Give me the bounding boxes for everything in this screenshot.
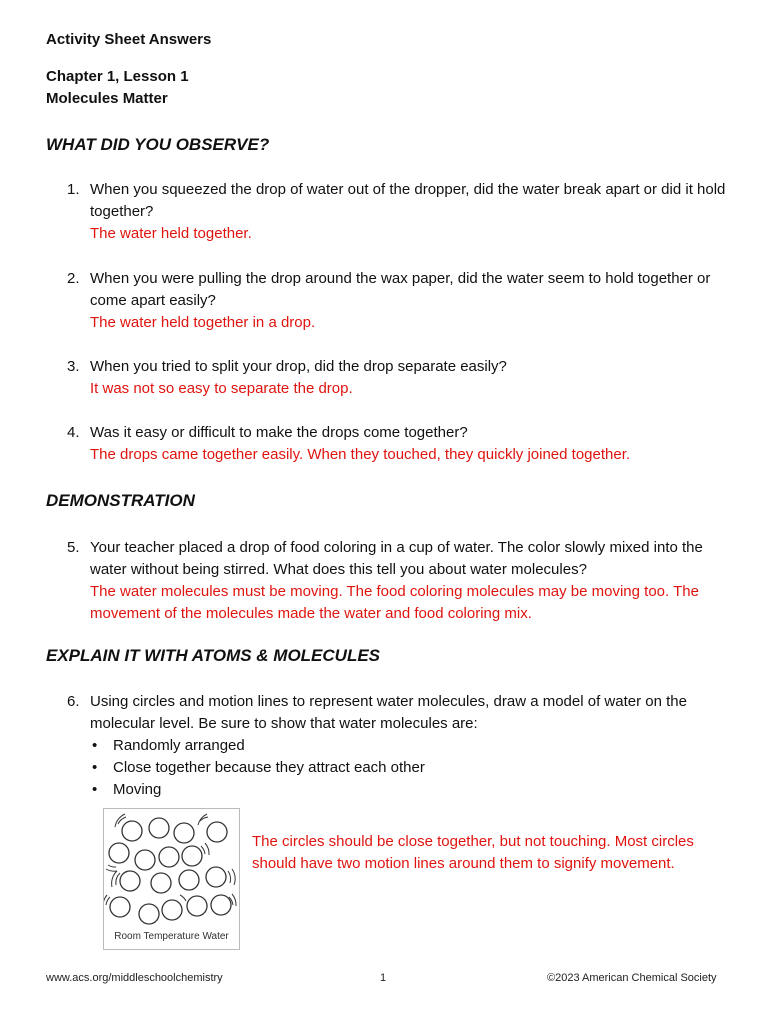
water-molecule	[162, 900, 182, 920]
water-molecule	[174, 823, 194, 843]
water-molecule	[149, 818, 169, 838]
water-molecule	[151, 873, 171, 893]
water-molecule	[122, 821, 142, 841]
motion-line	[106, 869, 117, 871]
bullet-icon: •	[92, 737, 98, 754]
question-text: When you were pulling the drop around the wax paper, did the water seem to hold together or come apart easily?	[90, 270, 711, 309]
water-molecule	[206, 867, 226, 887]
question-number: 3.	[67, 358, 80, 375]
bullet-icon: •	[92, 759, 98, 776]
answer-text: The water held together in a drop.	[90, 314, 316, 331]
question-text: When you tried to split your drop, did the drop separate easily?	[90, 358, 507, 375]
question-3	[67, 356, 737, 400]
question-number: 2.	[67, 270, 80, 287]
answer-text: It was not so easy to separate the drop.	[90, 380, 353, 397]
water-molecule	[179, 870, 199, 890]
section-heading-explain: EXPLAIN IT WITH ATOMS & MOLECULES	[46, 646, 381, 665]
figure-answer-note: The circles should be close together, but not touching. Most circles should have two motion lines around them to signify movement.	[252, 833, 694, 872]
water-molecule	[187, 896, 207, 916]
question-6	[67, 691, 737, 801]
question-4	[67, 422, 737, 466]
footer-copyright: ©2023 American Chemical Society	[547, 972, 717, 984]
bullet-item: • Close together because they attract each other	[90, 757, 737, 779]
water-molecule	[139, 904, 159, 924]
motion-line	[180, 895, 186, 901]
page-number: 1	[380, 972, 387, 984]
question-text: When you squeezed the drop of water out of the dropper, did the water break apart or did it hold together?	[90, 181, 726, 220]
answer-text: The water held together.	[90, 225, 252, 242]
bullet-item: • Randomly arranged	[90, 735, 737, 757]
question-text: Using circles and motion lines to represent water molecules, draw a model of water on the molecular level. Be sure to show that water molecules are:	[90, 693, 687, 732]
figure-caption: Room Temperature Water	[114, 931, 229, 942]
section-heading-demonstration: DEMONSTRATION	[46, 491, 195, 510]
motion-line	[205, 843, 209, 855]
answer-text: The drops came together easily. When they touched, they quickly joined together.	[90, 446, 631, 463]
question-text: Your teacher placed a drop of food coloring in a cup of water. The color slowly mixed into the water without being stirred. What does this tell you about water molecules?	[90, 539, 703, 578]
water-molecule	[135, 850, 155, 870]
chapter-heading: Chapter 1, Lesson 1	[46, 68, 189, 85]
motion-line	[104, 895, 107, 907]
water-molecule-model-figure	[103, 808, 240, 950]
question-text: Was it easy or difficult to make the drops come together?	[90, 424, 468, 441]
bullet-icon: •	[92, 781, 98, 798]
question-number: 4.	[67, 424, 80, 441]
question-number: 6.	[67, 693, 80, 710]
lesson-name: Molecules Matter	[46, 90, 168, 107]
footer-url: www.acs.org/middleschoolchemistry	[46, 972, 223, 984]
motion-line	[108, 865, 116, 867]
water-molecule	[182, 846, 202, 866]
water-molecule	[207, 822, 227, 842]
question-number: 1.	[67, 181, 80, 198]
motion-line	[228, 871, 231, 883]
question-5	[67, 537, 737, 625]
water-molecule	[110, 897, 130, 917]
water-molecule	[109, 843, 129, 863]
molecule-drawing	[104, 809, 239, 929]
question-1	[67, 179, 737, 245]
document-title: Activity Sheet Answers	[46, 31, 212, 48]
motion-line	[116, 873, 120, 885]
answer-text: The water molecules must be moving. The food coloring molecules may be moving too. The movement of the molecules made the water and food coloring mix.	[90, 583, 699, 622]
section-heading-observe: WHAT DID YOU OBSERVE?	[46, 135, 270, 154]
motion-line	[232, 869, 235, 885]
question-2	[67, 268, 737, 334]
water-molecule	[120, 871, 140, 891]
motion-line	[106, 897, 110, 905]
water-molecule	[159, 847, 179, 867]
water-molecule	[211, 895, 231, 915]
question-number: 5.	[67, 539, 80, 556]
bullet-item: • Moving	[90, 779, 737, 801]
